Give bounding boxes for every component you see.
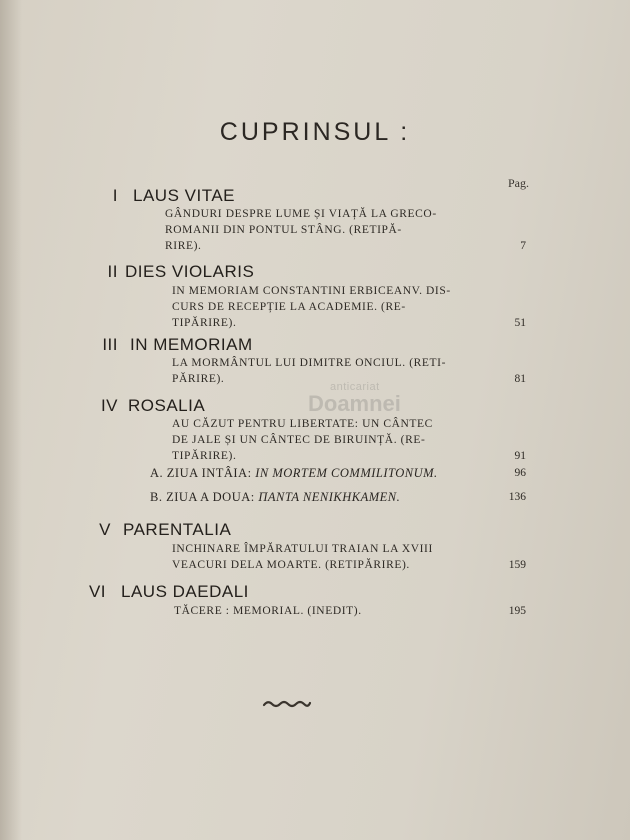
section-desc-line: INCHINARE ÎMPĂRATULUI TRAIAN LA XVIII [172, 543, 433, 555]
subsection-prefix: B. ZIUA A DOUA: [150, 490, 255, 504]
section-desc-line: AU CĂZUT PENTRU LIBERTATE: UN CÂNTEC [172, 418, 433, 430]
section-desc-line: IN MEMORIAM CONSTANTINI ERBICEANV. DIS- [172, 285, 451, 297]
section-desc-line: LA MORMÂNTUL LUI DIMITRE ONCIUL. (RETI- [172, 357, 447, 369]
end-ornament-icon [262, 697, 312, 711]
section-number: V [99, 520, 111, 539]
section-number: I [112, 186, 118, 205]
section-title: IN MEMORIAM [130, 335, 253, 354]
subsection-prefix: A. ZIUA INTÂIA: [150, 466, 252, 480]
page-number: 136 [508, 491, 526, 503]
page-number: 7 [520, 240, 526, 252]
watermark-small-text: anticariat [330, 381, 380, 393]
page-number: 195 [508, 605, 526, 617]
section-desc-line: TĂCERE : MEMORIAL. (INEDIT). [174, 605, 362, 617]
section-title: LAUS VITAE [133, 186, 235, 205]
section-desc-line: DE JALE ȘI UN CÂNTEC DE BIRUINȚĂ. (RE- [172, 434, 426, 446]
section-desc-line: TIPĂRIRE). [172, 317, 237, 329]
section-number: IV [100, 396, 118, 415]
section-desc-line: CURS DE RECEPȚIE LA ACADEMIE. (RE- [172, 301, 406, 313]
watermark-big-text: Doamnei [308, 391, 401, 416]
subsection-b [150, 490, 400, 505]
page-number: 96 [514, 467, 526, 479]
section-title: ROSALIA [128, 396, 206, 415]
section-desc-line: GÂNDURI DESPRE LUME ȘI VIAȚĂ LA GRECO- [165, 208, 437, 220]
page-number: 91 [514, 450, 526, 462]
section-title: LAUS DAEDALI [121, 582, 249, 601]
page-column-label: Pag. [508, 176, 529, 190]
section-number: VI [88, 582, 106, 601]
page-number: 51 [514, 317, 526, 329]
page-number: 159 [508, 559, 526, 571]
subsection-a [150, 466, 438, 481]
watermark-logo [308, 381, 418, 421]
section-desc-line: ROMANII DIN PONTUL STÂNG. (RETIPĂ- [165, 224, 402, 236]
section-number: III [102, 335, 118, 354]
section-title: DIES VIOLARIS [125, 262, 255, 281]
section-title: PARENTALIA [123, 520, 232, 539]
section-desc-line: RIRE). [165, 240, 202, 252]
page-title: CUPRINSUL : [219, 118, 411, 146]
section-desc-line: VEACURI DELA MOARTE. (RETIPĂRIRE). [172, 559, 410, 571]
subsection-italic-title: ΠANTA NENIKHKAMEN. [258, 490, 401, 504]
section-number: II [107, 262, 118, 281]
section-desc-line: TIPĂRIRE). [172, 450, 237, 462]
subsection-italic-title: IN MORTEM COMMILITONUM. [255, 466, 438, 480]
page-number: 81 [514, 373, 526, 385]
section-desc-line: PĂRIRE). [172, 373, 225, 385]
